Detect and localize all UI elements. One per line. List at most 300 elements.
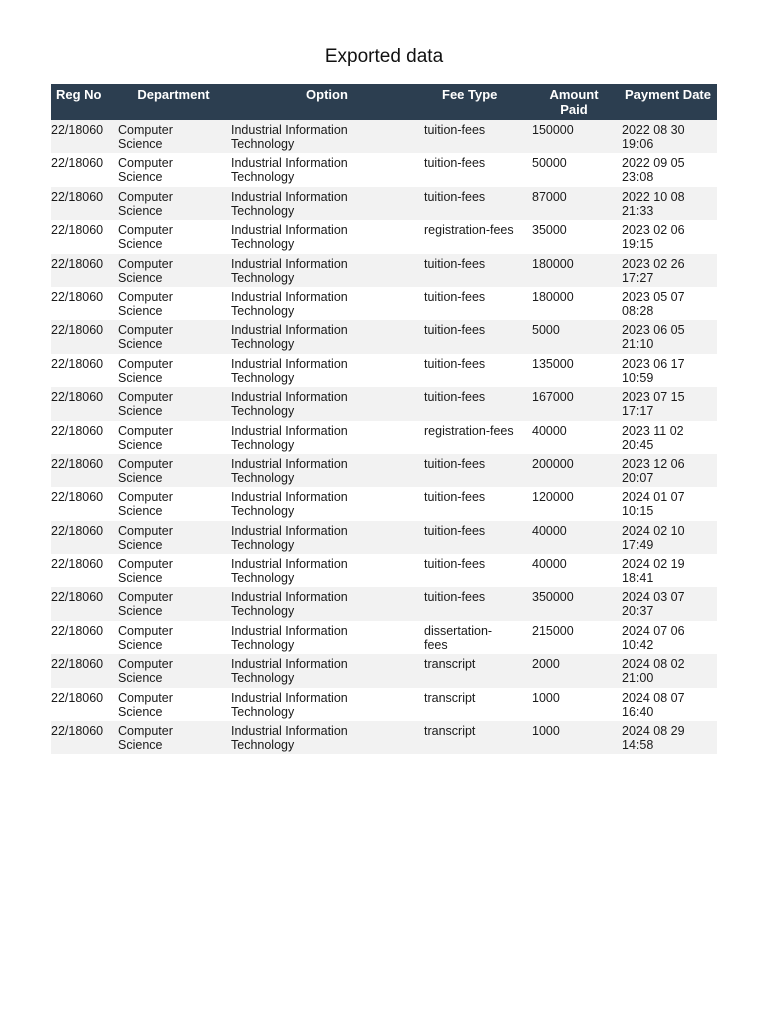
table-row	[51, 220, 717, 253]
cell-department-text: Computer	[118, 623, 173, 638]
cell-payment-date	[619, 287, 717, 320]
table-row	[51, 621, 717, 654]
cell-reg-no-text: 22/18060	[51, 490, 104, 505]
column-header-fee-type: Fee Type	[442, 87, 498, 102]
cell-fee-type-text: tuition-fees	[424, 490, 486, 505]
cell-payment-date-text: 2024 02 10	[622, 523, 685, 538]
cell-reg-no	[51, 688, 117, 721]
cell-payment-date-text: 21:00	[622, 671, 654, 686]
cell-payment-date-text: 20:37	[622, 604, 654, 619]
cell-amount-paid	[529, 421, 619, 454]
cell-reg-no-text: 22/18060	[51, 623, 104, 638]
cell-fee-type	[424, 487, 529, 520]
cell-reg-no	[51, 220, 117, 253]
cell-department-text: Science	[118, 303, 163, 318]
cell-option-text: Industrial Information	[231, 323, 348, 338]
cell-department	[117, 120, 230, 153]
cell-department	[117, 621, 230, 654]
cell-option-text: Technology	[231, 504, 295, 519]
cell-option	[230, 220, 424, 253]
cell-reg-no	[51, 554, 117, 587]
cell-fee-type	[424, 354, 529, 387]
cell-amount-paid-text: 5000	[532, 323, 560, 338]
cell-amount-paid	[529, 287, 619, 320]
cell-amount-paid-text: 180000	[532, 256, 574, 271]
cell-department	[117, 454, 230, 487]
cell-fee-type	[424, 521, 529, 554]
cell-payment-date-text: 08:28	[622, 303, 654, 318]
cell-payment-date-text: 2023 02 06	[622, 223, 685, 238]
cell-option-text: Industrial Information	[231, 390, 348, 405]
cell-amount-paid-text: 2000	[532, 657, 560, 672]
cell-fee-type-text: transcript	[424, 657, 476, 672]
amount-header-line2: Paid	[560, 102, 588, 117]
cell-option	[230, 187, 424, 220]
cell-option-text: Technology	[231, 303, 295, 318]
cell-fee-type	[424, 421, 529, 454]
cell-fee-type-text: tuition-fees	[424, 156, 486, 171]
cell-option-text: Industrial Information	[231, 456, 348, 471]
cell-reg-no-text: 22/18060	[51, 189, 104, 204]
cell-fee-type-text: registration-fees	[424, 223, 514, 238]
cell-payment-date-text: 2024 08 29	[622, 724, 685, 739]
cell-option	[230, 354, 424, 387]
cell-amount-paid	[529, 487, 619, 520]
cell-option	[230, 521, 424, 554]
cell-amount-paid-text: 87000	[532, 189, 567, 204]
cell-reg-no	[51, 120, 117, 153]
cell-amount-paid	[529, 187, 619, 220]
table-row	[51, 587, 717, 620]
cell-reg-no-text: 22/18060	[51, 657, 104, 672]
cell-reg-no-text: 22/18060	[51, 356, 104, 371]
cell-department-text: Science	[118, 704, 163, 719]
cell-payment-date-text: 2024 01 07	[622, 490, 685, 505]
cell-amount-paid	[529, 354, 619, 387]
cell-payment-date-text: 2023 07 15	[622, 390, 685, 405]
cell-amount-paid-text: 50000	[532, 156, 567, 171]
cell-payment-date	[619, 354, 717, 387]
cell-payment-date	[619, 654, 717, 687]
cell-department	[117, 654, 230, 687]
table-row	[51, 654, 717, 687]
cell-reg-no-text: 22/18060	[51, 456, 104, 471]
cell-payment-date-text: 2022 09 05	[622, 156, 685, 171]
cell-fee-type-text: tuition-fees	[424, 557, 486, 572]
cell-amount-paid	[529, 120, 619, 153]
cell-reg-no-text: 22/18060	[51, 390, 104, 405]
cell-department	[117, 554, 230, 587]
cell-fee-type	[424, 688, 529, 721]
cell-payment-date-text: 10:42	[622, 637, 654, 652]
cell-fee-type	[424, 320, 529, 353]
cell-amount-paid-text: 35000	[532, 223, 567, 238]
cell-reg-no	[51, 654, 117, 687]
cell-reg-no-text: 22/18060	[51, 323, 104, 338]
cell-department	[117, 587, 230, 620]
cell-option-text: Industrial Information	[231, 356, 348, 371]
table-row	[51, 554, 717, 587]
cell-fee-type	[424, 721, 529, 754]
cell-fee-type	[424, 287, 529, 320]
cell-payment-date-text: 10:59	[622, 370, 654, 385]
cell-fee-type-text: tuition-fees	[424, 123, 486, 137]
cell-fee-type-text: fees	[424, 637, 448, 652]
cell-option	[230, 688, 424, 721]
cell-reg-no	[51, 287, 117, 320]
cell-payment-date-text: 20:07	[622, 470, 654, 485]
cell-option-text: Industrial Information	[231, 657, 348, 672]
cell-department-text: Science	[118, 337, 163, 352]
cell-department-text: Computer	[118, 590, 173, 605]
cell-department	[117, 421, 230, 454]
column-header-department: Department	[137, 87, 210, 102]
cell-reg-no	[51, 387, 117, 420]
cell-fee-type	[424, 587, 529, 620]
cell-option-text: Technology	[231, 237, 295, 252]
cell-payment-date-text: 19:15	[622, 237, 654, 252]
cell-payment-date-text: 2023 06 17	[622, 356, 685, 371]
cell-reg-no-text: 22/18060	[51, 724, 104, 739]
cell-payment-date-text: 16:40	[622, 704, 654, 719]
cell-reg-no-text: 22/18060	[51, 289, 104, 304]
cell-department-text: Science	[118, 370, 163, 385]
cell-payment-date-text: 2022 10 08	[622, 189, 685, 204]
cell-amount-paid-text: 180000	[532, 289, 574, 304]
cell-payment-date	[619, 454, 717, 487]
cell-department	[117, 254, 230, 287]
cell-fee-type-text: dissertation-	[424, 623, 493, 638]
cell-department-text: Computer	[118, 490, 173, 505]
cell-amount-paid	[529, 254, 619, 287]
cell-payment-date-text: 19:06	[622, 137, 654, 151]
cell-payment-date-text: 2023 02 26	[622, 256, 685, 271]
cell-option-text: Industrial Information	[231, 289, 348, 304]
cell-department-text: Science	[118, 203, 163, 218]
cell-fee-type-text: tuition-fees	[424, 289, 486, 304]
table-row	[51, 688, 717, 721]
cell-payment-date-text: 2024 07 06	[622, 623, 685, 638]
cell-option-text: Industrial Information	[231, 590, 348, 605]
cell-option-text: Technology	[231, 604, 295, 619]
cell-amount-paid	[529, 153, 619, 186]
cell-fee-type-text: tuition-fees	[424, 390, 486, 405]
cell-payment-date-text: 10:15	[622, 504, 654, 519]
cell-option-text: Technology	[231, 203, 295, 218]
table-row	[51, 487, 717, 520]
cell-department-text: Science	[118, 404, 163, 419]
cell-option	[230, 654, 424, 687]
cell-payment-date-text: 18:41	[622, 571, 654, 586]
cell-fee-type-text: registration-fees	[424, 423, 514, 438]
cell-option-text: Technology	[231, 370, 295, 385]
cell-department	[117, 153, 230, 186]
cell-department-text: Computer	[118, 557, 173, 572]
cell-option	[230, 487, 424, 520]
cell-option	[230, 454, 424, 487]
cell-department-text: Science	[118, 637, 163, 652]
cell-option-text: Technology	[231, 337, 295, 352]
cell-department	[117, 287, 230, 320]
cell-option-text: Industrial Information	[231, 724, 348, 739]
cell-amount-paid-text: 40000	[532, 523, 567, 538]
cell-amount-paid-text: 350000	[532, 590, 574, 605]
cell-department	[117, 187, 230, 220]
cell-department-text: Science	[118, 738, 163, 753]
cell-option-text: Technology	[231, 571, 295, 586]
cell-option-text: Technology	[231, 704, 295, 719]
cell-payment-date-text: 21:33	[622, 203, 654, 218]
cell-department-text: Science	[118, 470, 163, 485]
cell-department-text: Computer	[118, 323, 173, 338]
cell-fee-type-text: tuition-fees	[424, 590, 486, 605]
cell-reg-no	[51, 254, 117, 287]
cell-payment-date-text: 2023 11 02	[622, 423, 684, 438]
cell-department-text: Science	[118, 170, 163, 185]
table-body	[51, 120, 717, 754]
cell-payment-date-text: 2024 08 07	[622, 690, 685, 705]
cell-option	[230, 153, 424, 186]
cell-fee-type-text: tuition-fees	[424, 256, 486, 271]
cell-department	[117, 220, 230, 253]
cell-reg-no	[51, 521, 117, 554]
cell-option-text: Industrial Information	[231, 423, 348, 438]
cell-amount-paid	[529, 521, 619, 554]
cell-department-text: Computer	[118, 256, 173, 271]
cell-department	[117, 354, 230, 387]
cell-fee-type-text: tuition-fees	[424, 523, 486, 538]
cell-amount-paid-text: 1000	[532, 724, 560, 739]
cell-payment-date	[619, 387, 717, 420]
cell-fee-type-text: tuition-fees	[424, 456, 486, 471]
column-header-option: Option	[306, 87, 348, 102]
cell-department-text: Computer	[118, 690, 173, 705]
cell-fee-type-text: tuition-fees	[424, 189, 486, 204]
cell-option	[230, 554, 424, 587]
cell-reg-no	[51, 320, 117, 353]
cell-department-text: Science	[118, 537, 163, 552]
table-row	[51, 354, 717, 387]
payments-table	[51, 84, 717, 754]
cell-fee-type-text: transcript	[424, 690, 476, 705]
cell-amount-paid-text: 40000	[532, 423, 567, 438]
cell-payment-date-text: 14:58	[622, 738, 654, 753]
cell-reg-no	[51, 153, 117, 186]
cell-option-text: Industrial Information	[231, 623, 348, 638]
cell-department-text: Computer	[118, 156, 173, 171]
cell-amount-paid-text: 200000	[532, 456, 574, 471]
cell-fee-type	[424, 621, 529, 654]
cell-amount-paid	[529, 320, 619, 353]
table-row	[51, 387, 717, 420]
cell-amount-paid	[529, 554, 619, 587]
cell-department-text: Science	[118, 671, 163, 686]
table-header-row	[51, 84, 717, 120]
cell-department-text: Computer	[118, 223, 173, 238]
cell-payment-date-text: 2023 12 06	[622, 456, 685, 471]
cell-option-text: Industrial Information	[231, 156, 348, 171]
cell-reg-no-text: 22/18060	[51, 557, 104, 572]
cell-fee-type	[424, 454, 529, 487]
cell-department	[117, 521, 230, 554]
cell-amount-paid-text: 120000	[532, 490, 574, 505]
cell-department-text: Computer	[118, 456, 173, 471]
cell-department-text: Science	[118, 437, 163, 452]
cell-amount-paid-text: 215000	[532, 623, 574, 638]
cell-option-text: Industrial Information	[231, 123, 348, 137]
cell-payment-date-text: 20:45	[622, 437, 654, 452]
cell-amount-paid-text: 150000	[532, 123, 574, 137]
cell-fee-type	[424, 254, 529, 287]
column-header-amount-paid	[529, 84, 619, 120]
cell-payment-date	[619, 320, 717, 353]
cell-department	[117, 487, 230, 520]
cell-department-text: Computer	[118, 289, 173, 304]
cell-department-text: Science	[118, 270, 163, 285]
cell-payment-date-text: 2024 02 19	[622, 557, 685, 572]
cell-option	[230, 320, 424, 353]
cell-payment-date	[619, 187, 717, 220]
cell-department-text: Computer	[118, 423, 173, 438]
cell-option-text: Industrial Information	[231, 223, 348, 238]
cell-option	[230, 287, 424, 320]
cell-option	[230, 254, 424, 287]
page-title: Exported data	[324, 46, 444, 67]
cell-reg-no	[51, 454, 117, 487]
cell-department-text: Science	[118, 137, 163, 151]
cell-payment-date-text: 17:27	[622, 270, 654, 285]
cell-department-text: Computer	[118, 523, 173, 538]
cell-option-text: Technology	[231, 270, 295, 285]
cell-reg-no	[51, 421, 117, 454]
cell-fee-type	[424, 220, 529, 253]
cell-option	[230, 120, 424, 153]
cell-option	[230, 387, 424, 420]
cell-reg-no-text: 22/18060	[51, 156, 104, 171]
cell-payment-date-text: 2024 03 07	[622, 590, 685, 605]
cell-reg-no	[51, 621, 117, 654]
cell-option-text: Technology	[231, 671, 295, 686]
table-row	[51, 421, 717, 454]
cell-payment-date	[619, 721, 717, 754]
cell-payment-date-text: 2023 06 05	[622, 323, 685, 338]
cell-amount-paid	[529, 220, 619, 253]
cell-payment-date	[619, 421, 717, 454]
cell-fee-type	[424, 387, 529, 420]
cell-payment-date	[619, 688, 717, 721]
cell-department	[117, 721, 230, 754]
cell-option-text: Technology	[231, 404, 295, 419]
cell-payment-date	[619, 587, 717, 620]
cell-payment-date	[619, 621, 717, 654]
column-header-payment-date: Payment Date	[625, 87, 711, 102]
cell-payment-date-text: 2023 05 07	[622, 289, 685, 304]
cell-fee-type	[424, 187, 529, 220]
cell-fee-type	[424, 153, 529, 186]
cell-amount-paid-text: 167000	[532, 390, 574, 405]
cell-fee-type-text: transcript	[424, 724, 476, 739]
cell-reg-no-text: 22/18060	[51, 256, 104, 271]
cell-reg-no	[51, 487, 117, 520]
cell-payment-date	[619, 153, 717, 186]
cell-department-text: Computer	[118, 390, 173, 405]
cell-reg-no-text: 22/18060	[51, 690, 104, 705]
cell-amount-paid	[529, 454, 619, 487]
cell-option-text: Industrial Information	[231, 490, 348, 505]
cell-department-text: Computer	[118, 123, 173, 137]
cell-payment-date-text: 2022 08 30	[622, 123, 685, 137]
cell-option-text: Technology	[231, 137, 295, 151]
cell-option-text: Industrial Information	[231, 189, 348, 204]
cell-option	[230, 721, 424, 754]
table-row	[51, 153, 717, 186]
cell-reg-no-text: 22/18060	[51, 223, 104, 238]
cell-reg-no	[51, 587, 117, 620]
cell-department-text: Science	[118, 604, 163, 619]
cell-department	[117, 387, 230, 420]
cell-amount-paid-text: 1000	[532, 690, 560, 705]
table-row	[51, 287, 717, 320]
cell-payment-date-text: 17:17	[622, 404, 654, 419]
cell-amount-paid	[529, 387, 619, 420]
cell-department-text: Science	[118, 504, 163, 519]
cell-reg-no	[51, 187, 117, 220]
amount-header-line1: Amount	[549, 87, 599, 102]
column-header-reg-no: Reg No	[56, 87, 102, 102]
cell-option-text: Technology	[231, 437, 295, 452]
cell-payment-date	[619, 554, 717, 587]
table-row	[51, 521, 717, 554]
cell-option-text: Technology	[231, 170, 295, 185]
cell-department	[117, 688, 230, 721]
cell-fee-type	[424, 554, 529, 587]
cell-fee-type	[424, 654, 529, 687]
cell-amount-paid	[529, 721, 619, 754]
cell-department-text: Science	[118, 237, 163, 252]
cell-option	[230, 587, 424, 620]
cell-option-text: Industrial Information	[231, 557, 348, 572]
cell-reg-no-text: 22/18060	[51, 123, 104, 137]
cell-payment-date	[619, 487, 717, 520]
cell-amount-paid-text: 40000	[532, 557, 567, 572]
cell-amount-paid	[529, 688, 619, 721]
table-row	[51, 721, 717, 754]
cell-reg-no	[51, 354, 117, 387]
cell-option-text: Industrial Information	[231, 256, 348, 271]
cell-payment-date-text: 23:08	[622, 170, 654, 185]
cell-payment-date	[619, 254, 717, 287]
cell-amount-paid	[529, 654, 619, 687]
cell-department-text: Computer	[118, 657, 173, 672]
cell-option-text: Industrial Information	[231, 690, 348, 705]
cell-department-text: Science	[118, 571, 163, 586]
cell-reg-no-text: 22/18060	[51, 523, 104, 538]
cell-fee-type	[424, 120, 529, 153]
table-row	[51, 320, 717, 353]
cell-option-text: Technology	[231, 637, 295, 652]
cell-reg-no	[51, 721, 117, 754]
cell-payment-date-text: 21:10	[622, 337, 654, 352]
cell-option-text: Industrial Information	[231, 523, 348, 538]
table-row	[51, 454, 717, 487]
cell-reg-no-text: 22/18060	[51, 423, 104, 438]
cell-payment-date	[619, 120, 717, 153]
cell-payment-date	[619, 521, 717, 554]
cell-option	[230, 421, 424, 454]
cell-amount-paid	[529, 587, 619, 620]
cell-payment-date-text: 17:49	[622, 537, 654, 552]
cell-department-text: Computer	[118, 356, 173, 371]
